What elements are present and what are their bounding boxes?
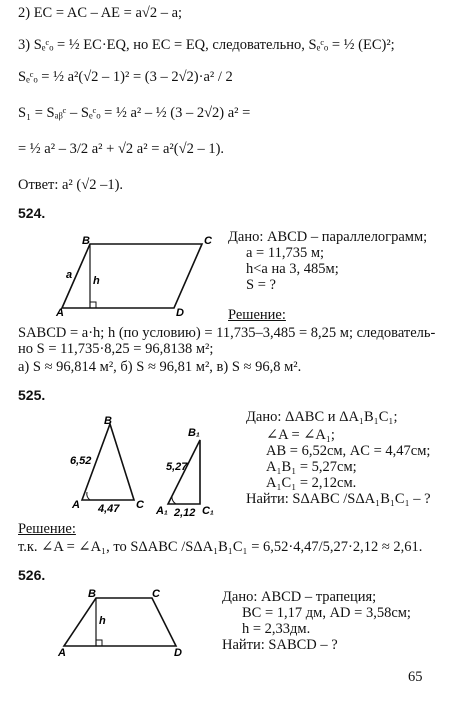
given-525-2: ∠A = ∠A₁; xyxy=(266,427,335,443)
given-526-2: BC = 1,17 дм, AD = 3,58см; xyxy=(242,605,411,621)
solution-label-525: Решение: xyxy=(18,521,76,537)
given-524-2: a = 11,735 м; xyxy=(246,245,325,261)
fig-label-height-h: h xyxy=(99,615,106,627)
answer-523: Ответ: a² (√2 –1). xyxy=(18,177,124,193)
fig-label-A: A xyxy=(72,499,80,511)
fig-label-B: B xyxy=(88,588,96,600)
problem-number-526: 526. xyxy=(18,567,46,583)
given-526-3: h = 2,33дм. xyxy=(242,621,311,637)
given-524-4: S = ? xyxy=(246,277,276,293)
fig-label-C: C xyxy=(204,236,212,247)
fig-label-AB-length: 6,52 xyxy=(70,455,92,467)
given-526-1: Дано: ABCD – трапеция; xyxy=(222,589,377,605)
problem-number-524: 524. xyxy=(18,205,46,221)
solution-525-1: т.к. ∠A = ∠A₁, то SΔABC /SΔA₁B₁C₁ = 6,52·4,47/5,27·2,12 ≈ 2,61. xyxy=(18,539,423,555)
given-525-1: Дано: ΔABC и ΔA₁B₁C₁; xyxy=(246,409,398,425)
fig-label-A: A xyxy=(58,647,66,658)
line-secq: Sₑᶜₒ = ½ a²(√2 – 1)² = (3 – 2√2)·a² / 2 xyxy=(18,69,233,85)
fig-label-A: A xyxy=(56,307,64,316)
fig-label-B: B xyxy=(104,415,112,427)
given-524-1: Дано: ABCD – параллелограмм; xyxy=(228,229,428,245)
fig-label-A1C1-length: 2,12 xyxy=(174,507,196,519)
given-525-5: A₁C₁ = 2,12см. xyxy=(266,475,357,491)
fig-label-A1B1-length: 5,27 xyxy=(166,461,188,473)
parallelogram-figure xyxy=(50,236,220,316)
fig-label-B1: B₁ xyxy=(188,427,200,439)
page-number: 65 xyxy=(408,669,423,685)
fig-label-B: B xyxy=(82,236,90,247)
solution-label-524: Решение: xyxy=(228,307,286,323)
problem-number-525: 525. xyxy=(18,387,46,403)
fig-label-AC-length: 4,47 xyxy=(98,503,120,515)
fig-label-height-h: h xyxy=(93,275,100,287)
trapezoid-figure xyxy=(52,588,212,658)
solution-524-3: а) S ≈ 96,814 м², б) S ≈ 96,81 м², в) S ≈ 96,8 м². xyxy=(18,359,302,375)
given-526-find: Найти: SABCD – ? xyxy=(222,637,338,653)
solution-524-2: но S = 11,735·8,25 = 96,8138 м²; xyxy=(18,341,214,357)
line-s1: S₁ = Sₐᵦᶜ – Sₑᶜₒ = ½ a² – ½ (3 – 2√2) a² = xyxy=(18,105,251,121)
fig-label-A1: A₁ xyxy=(156,505,168,517)
given-524-3: h<a на 3, 485м; xyxy=(246,261,339,277)
solution-524-1: SABCD = a·h; h (по условию) = 11,735–3,485 = 8,25 м; следователь- xyxy=(18,325,436,341)
fig-label-D: D xyxy=(174,647,182,658)
line-step2: 2) EC = AC – AE = a√2 – a; xyxy=(18,5,183,21)
fig-label-side-a: a xyxy=(66,269,73,281)
given-525-3: AB = 6,52см, AC = 4,47см; xyxy=(266,443,431,459)
fig-label-C: C xyxy=(136,499,144,511)
given-525-find: Найти: SΔABC /SΔA₁B₁C₁ – ? xyxy=(246,491,431,507)
line-step3: 3) Sₑᶜₒ = ½ EC·EQ, но EC = EQ, следовательно, Sₑᶜₒ = ½ (EC)²; xyxy=(18,37,395,53)
fig-label-D: D xyxy=(176,307,184,316)
fig-label-C: C xyxy=(152,588,160,600)
triangles-figure xyxy=(60,412,240,522)
fig-label-C1: C₁ xyxy=(202,505,214,517)
line-s1-result: = ½ a² – 3/2 a² + √2 a² = a²(√2 – 1). xyxy=(18,141,225,157)
given-525-4: A₁B₁ = 5,27см; xyxy=(266,459,357,475)
